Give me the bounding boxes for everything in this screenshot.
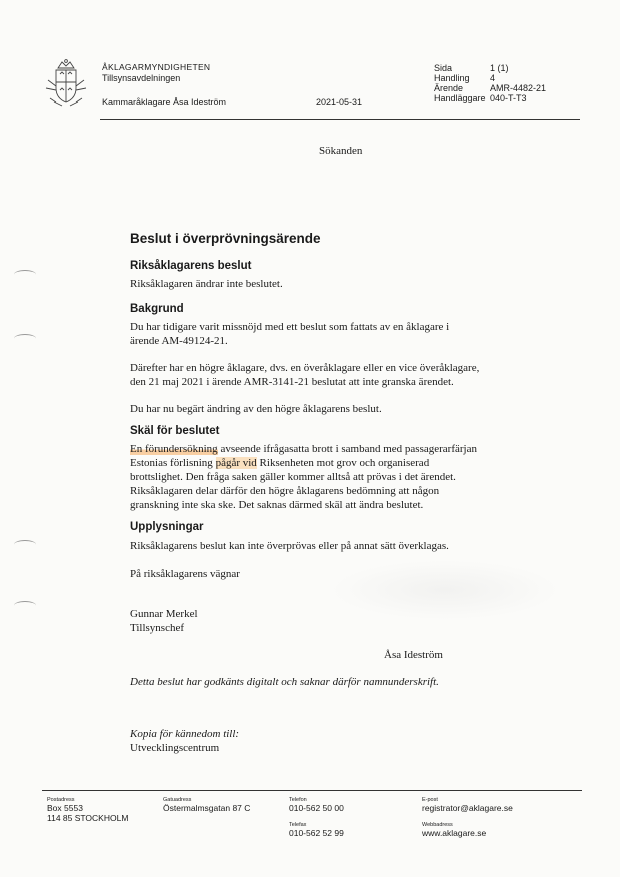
scan-mark <box>14 601 36 610</box>
background-paragraph-2: Därefter har en högre åklagare, dvs. en överåklagare eller en vice överåklagare, den 21 maj 2021 i ärende AMR-3141-21 beslutat att inte granska ärendet. <box>130 362 480 388</box>
coat-of-arms-logo <box>40 58 92 118</box>
on-behalf-text: På riksåklagarens vägnar <box>130 568 240 580</box>
meta-row: Handling 4 <box>434 73 496 83</box>
digital-approval-note: Detta beslut har godkänts digitalt och saknar därför namnunderskrift. <box>130 676 439 688</box>
page-title: Beslut i överprövningsärende <box>130 231 321 246</box>
footer-postal: Postadress Box 5553 114 85 STOCKHOLM <box>47 797 129 823</box>
decision-text: Riksåklagaren ändrar inte beslutet. <box>130 278 283 290</box>
document-meta <box>434 63 546 103</box>
reasons-heading: Skäl för beslutet <box>130 425 220 437</box>
copy-recipient: Utvecklingscentrum <box>130 742 220 754</box>
reasons-paragraph: En förundersökning avseende ifrågasatta brott i samband med passagerarfärjan Estonias förlisning pågår vid Riksenheten mot grov och organiserad brottslighet. Den fråga saken gäller kommer alltså att prövas i det ärendet. Riksåklagaren delar därför den högre åklagarens bedömning att någon granskning inte ska ske. Det saknas därmed skäl att ändra beslutet. <box>130 443 477 511</box>
header-divider <box>100 119 580 120</box>
decision-heading: Riksåklagarens beslut <box>130 260 252 272</box>
scan-mark <box>14 270 36 279</box>
footer-email: E-post registrator@aklagare.se <box>422 797 513 813</box>
scan-mark <box>14 540 36 549</box>
scan-mark <box>14 334 36 343</box>
background-heading: Bakgrund <box>130 303 184 315</box>
footer-phone: Telefon 010-562 50 00 <box>289 797 344 813</box>
meta-row: Ärende AMR-4482-21 <box>434 83 547 93</box>
background-paragraph-1: Du har tidigare varit missnöjd med ett beslut som fattats av en åklagare i ärende AM-49124-21. <box>130 321 450 347</box>
agency-name: ÅKLAGARMYNDIGHETEN <box>102 62 211 72</box>
copy-label: Kopia för kännedom till: <box>130 728 240 740</box>
copy-block <box>130 727 239 755</box>
footer-web: Webbadress www.aklagare.se <box>422 822 487 838</box>
info-text: Riksåklagarens beslut kan inte överprövas eller på annat sätt överklagas. <box>130 540 449 552</box>
document-date: 2021-05-31 <box>316 97 363 107</box>
signer-block <box>130 607 198 635</box>
footer-divider <box>42 790 582 791</box>
signer-name: Gunnar Merkel <box>130 608 198 620</box>
recipient: Sökanden <box>319 145 363 157</box>
prosecutor-name: Kammaråklagare Åsa Ideström <box>102 97 227 107</box>
info-heading: Upplysningar <box>130 521 204 533</box>
highlighted-text: pågår vid <box>215 457 257 469</box>
cosigner-name: Åsa Ideström <box>384 649 443 661</box>
stamp-blur <box>330 560 560 620</box>
footer-fax: Telefax 010-562 52 99 <box>289 822 344 838</box>
signer-title: Tillsynschef <box>130 622 184 634</box>
meta-row: Sida 1 (1) <box>434 63 509 73</box>
highlighted-text: En förundersökning <box>130 443 218 455</box>
footer-visit: Gatuadress Östermalmsgatan 87 C <box>163 797 251 813</box>
department-name: Tillsynsavdelningen <box>102 73 181 83</box>
meta-row: Handläggare 040-T-T3 <box>434 93 527 103</box>
background-paragraph-3: Du har nu begärt ändring av den högre åklagarens beslut. <box>130 403 382 415</box>
